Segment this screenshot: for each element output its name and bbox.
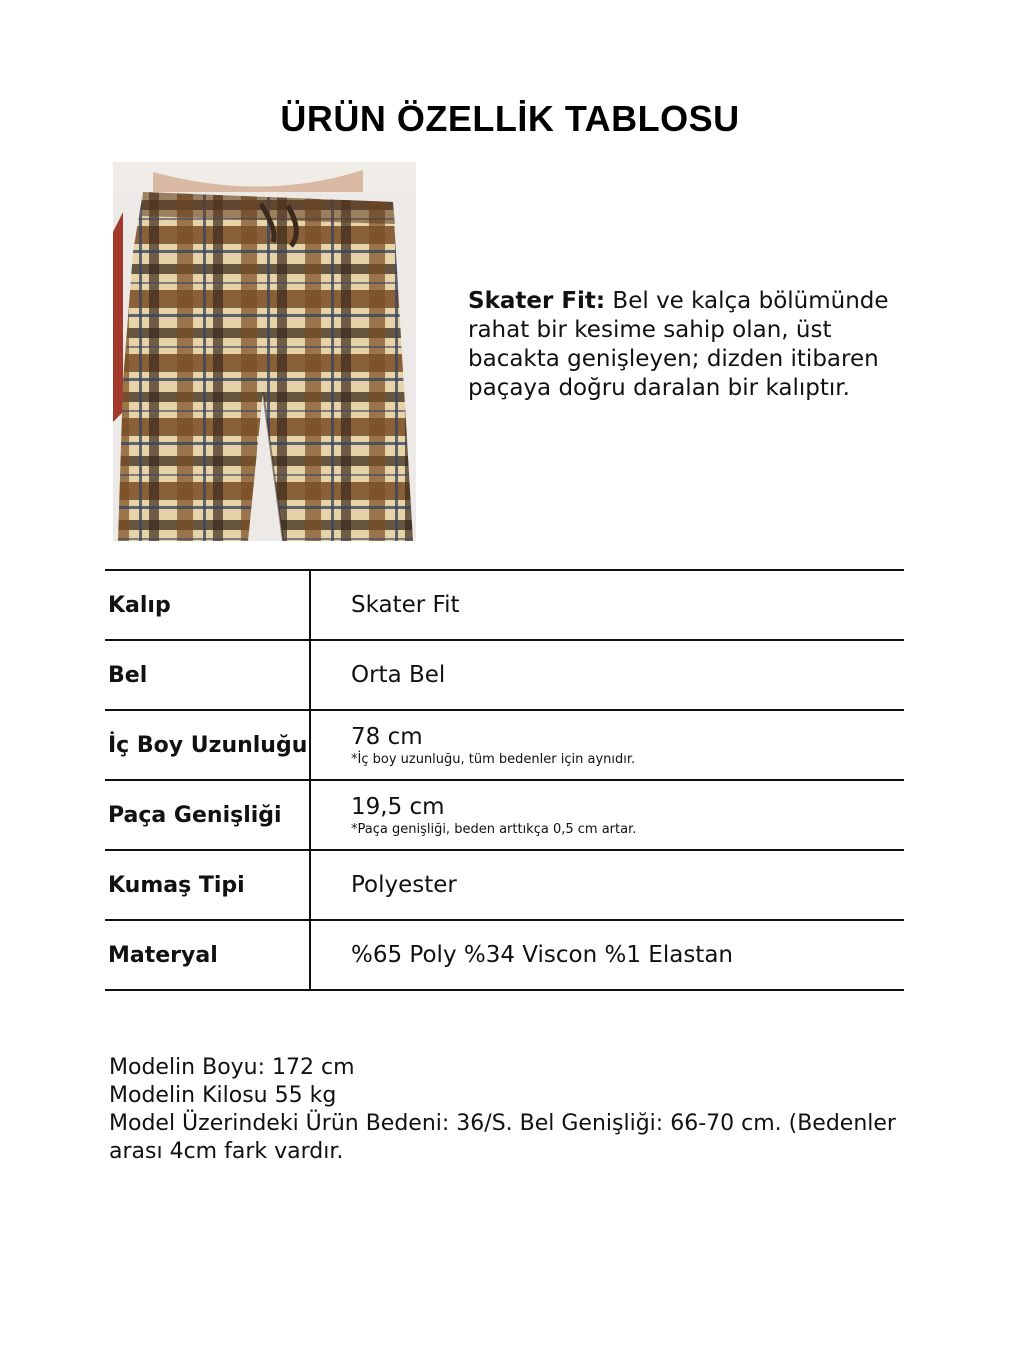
- spec-value: Skater Fit: [351, 592, 460, 618]
- model-height: Modelin Boyu: 172 cm: [109, 1055, 355, 1080]
- spec-value-cell: [310, 710, 904, 780]
- fit-description-text: Bel ve kalça bölümünde rahat bir kesime sahip olan, üst bacakta genişleyen; dizden itibaren paçaya doğru daralan bir kalıptır.: [468, 288, 889, 401]
- spec-value: 19,5 cm: [351, 793, 445, 820]
- table-row: [105, 920, 904, 990]
- fit-description-label: Skater Fit:: [468, 288, 606, 314]
- page-title: ÜRÜN ÖZELLİK TABLOSU: [280, 98, 740, 139]
- model-weight: Modelin Kilosu 55 kg: [109, 1083, 337, 1108]
- spec-label: İç Boy Uzunluğu: [105, 710, 310, 780]
- spec-note: *Paça genişliği, beden arttıkça 0,5 cm artar.: [351, 821, 637, 837]
- spec-label: Materyal: [105, 920, 310, 990]
- spec-value: Orta Bel: [351, 662, 446, 688]
- spec-table: [105, 569, 904, 991]
- spec-value-cell: [310, 780, 904, 850]
- table-row: [105, 710, 904, 780]
- spec-value-cell: [310, 850, 904, 920]
- table-row: [105, 850, 904, 920]
- model-info: [109, 1054, 909, 1166]
- spec-value: 78 cm: [351, 723, 423, 750]
- fit-description: [468, 287, 918, 403]
- spec-value: Polyester: [351, 872, 457, 898]
- spec-note: *İç boy uzunluğu, tüm bedenler için aynıdır.: [351, 751, 636, 767]
- plaid-trousers-photo-icon: [113, 162, 416, 541]
- product-photo: [113, 162, 416, 541]
- table-row: [105, 780, 904, 850]
- table-row: [105, 640, 904, 710]
- spec-label: Bel: [105, 640, 310, 710]
- spec-label: Kalıp: [105, 570, 310, 640]
- spec-value-cell: [310, 920, 904, 990]
- spec-value: %65 Poly %34 Viscon %1 Elastan: [351, 942, 733, 968]
- spec-label: Paça Genişliği: [105, 780, 310, 850]
- spec-value-cell: [310, 570, 904, 640]
- table-row: [105, 570, 904, 640]
- spec-label: Kumaş Tipi: [105, 850, 310, 920]
- model-size: Model Üzerindeki Ürün Bedeni: 36/S. Bel Genişliği: 66-70 cm. (Bedenler arası 4cm fark vardır.: [109, 1111, 896, 1164]
- spec-value-cell: [310, 640, 904, 710]
